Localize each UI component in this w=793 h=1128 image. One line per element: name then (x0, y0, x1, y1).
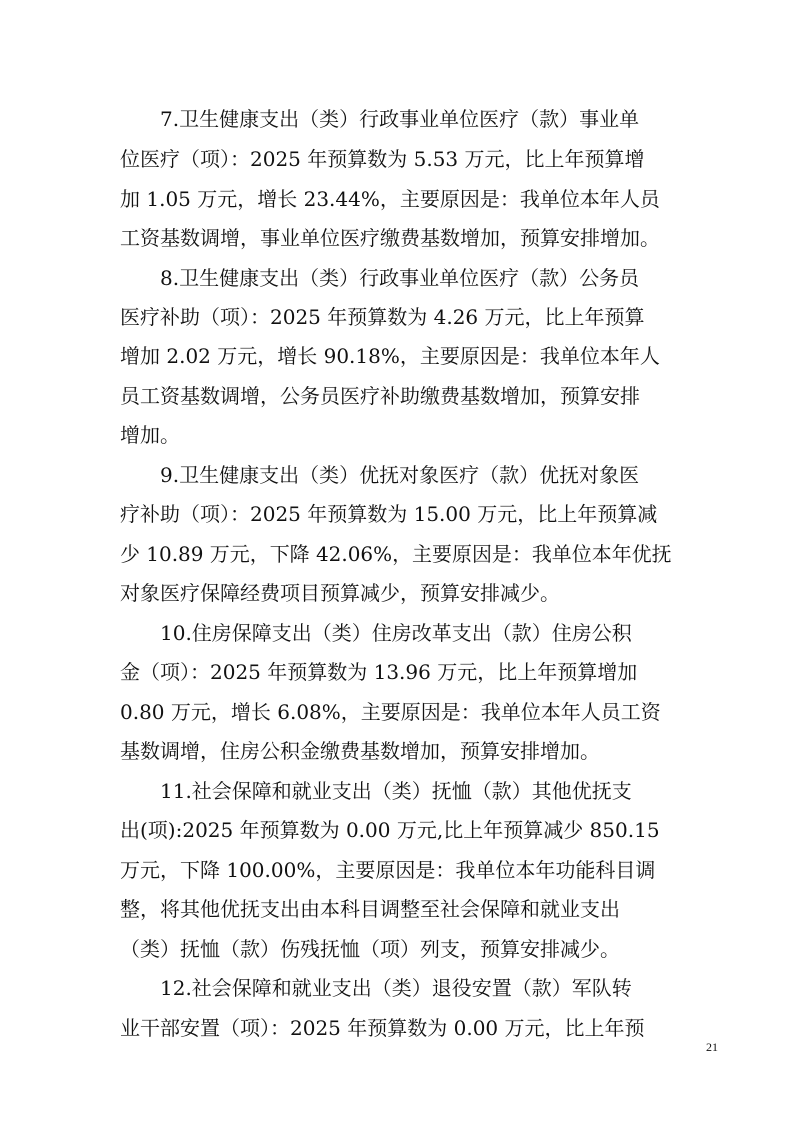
text-line: 8.卫生健康支出（类）行政事业单位医疗（款）公务员 (160, 266, 640, 290)
paragraph-11-line-2 (0, 810, 793, 850)
text-line: 7.卫生健康支出（类）行政事业单位医疗（款）事业单 (160, 107, 640, 131)
text-line: 位医疗（项）：2025 年预算数为 5.53 万元，比上年预算增 (120, 147, 645, 171)
text-line: 对象医疗保障经费项目预算减少，预算安排减少。 (120, 581, 560, 605)
paragraph-11-line-5 (0, 929, 793, 969)
paragraph-11-line-4 (0, 889, 793, 929)
text-line: 工资基数调增，事业单位医疗缴费基数增加，预算安排增加。 (120, 226, 660, 250)
text-line: 员工资基数调增，公务员医疗补助缴费基数增加，预算安排 (120, 384, 640, 408)
text-line: 9.卫生健康支出（类）优抚对象医疗（款）优抚对象医 (160, 463, 640, 487)
text-line: 11.社会保障和就业支出（类）抚恤（款）其他优抚支 (160, 779, 632, 803)
text-line: 10.住房保障支出（类）住房改革支出（款）住房公积 (160, 621, 632, 645)
paragraph-7-line-4 (0, 218, 793, 258)
paragraph-10-line-4 (0, 731, 793, 771)
text-line: 基数调增，住房公积金缴费基数增加，预算安排增加。 (120, 739, 600, 763)
text-line: 增加。 (120, 423, 180, 447)
text-line: 万元，下降 100.00%，主要原因是：我单位本年功能科目调 (120, 858, 656, 882)
text-line: 0.80 万元，增长 6.08%，主要原因是：我单位本年人员工资 (120, 700, 661, 724)
paragraph-11-line-1 (0, 771, 793, 811)
paragraph-10-line-3 (0, 692, 793, 732)
text-line: 出(项):2025 年预算数为 0.00 万元,比上年预算减少 850.15 (120, 818, 660, 842)
paragraph-12-line-1 (0, 968, 793, 1008)
paragraph-8-line-2 (0, 297, 793, 337)
paragraph-8-line-5 (0, 415, 793, 455)
paragraph-10-line-2 (0, 652, 793, 692)
paragraph-7-line-1 (0, 99, 793, 139)
text-line: 业干部安置（项）：2025 年预算数为 0.00 万元，比上年预 (120, 1016, 645, 1040)
paragraph-8-line-4 (0, 376, 793, 416)
paragraph-7-line-2 (0, 139, 793, 179)
paragraph-9-line-1 (0, 455, 793, 495)
text-line: （类）抚恤（款）伤残抚恤（项）列支，预算安排减少。 (120, 937, 620, 961)
paragraph-8-line-1 (0, 258, 793, 298)
text-line: 增加 2.02 万元，增长 90.18%，主要原因是：我单位本年人 (120, 344, 660, 368)
paragraph-7-line-3 (0, 179, 793, 219)
text-line: 疗补助（项）：2025 年预算数为 15.00 万元，比上年预算减 (120, 502, 658, 526)
page-number: 21 (706, 1040, 718, 1054)
paragraph-11-line-3 (0, 850, 793, 890)
text-line: 金（项）：2025 年预算数为 13.96 万元，比上年预算增加 (120, 660, 638, 684)
text-line: 少 10.89 万元，下降 42.06%，主要原因是：我单位本年优抚 (120, 542, 672, 566)
text-line: 12.社会保障和就业支出（类）退役安置（款）军队转 (160, 976, 632, 1000)
paragraph-10-line-1 (0, 613, 793, 653)
paragraph-9-line-4 (0, 573, 793, 613)
text-line: 医疗补助（项）：2025 年预算数为 4.26 万元，比上年预算 (120, 305, 645, 329)
paragraph-8-line-3 (0, 336, 793, 376)
text-line: 整，将其他优抚支出由本科目调整至社会保障和就业支出 (120, 897, 620, 921)
paragraph-9-line-2 (0, 494, 793, 534)
text-line: 加 1.05 万元，增长 23.44%，主要原因是：我单位本年人员 (120, 187, 660, 211)
paragraph-9-line-3 (0, 534, 793, 574)
